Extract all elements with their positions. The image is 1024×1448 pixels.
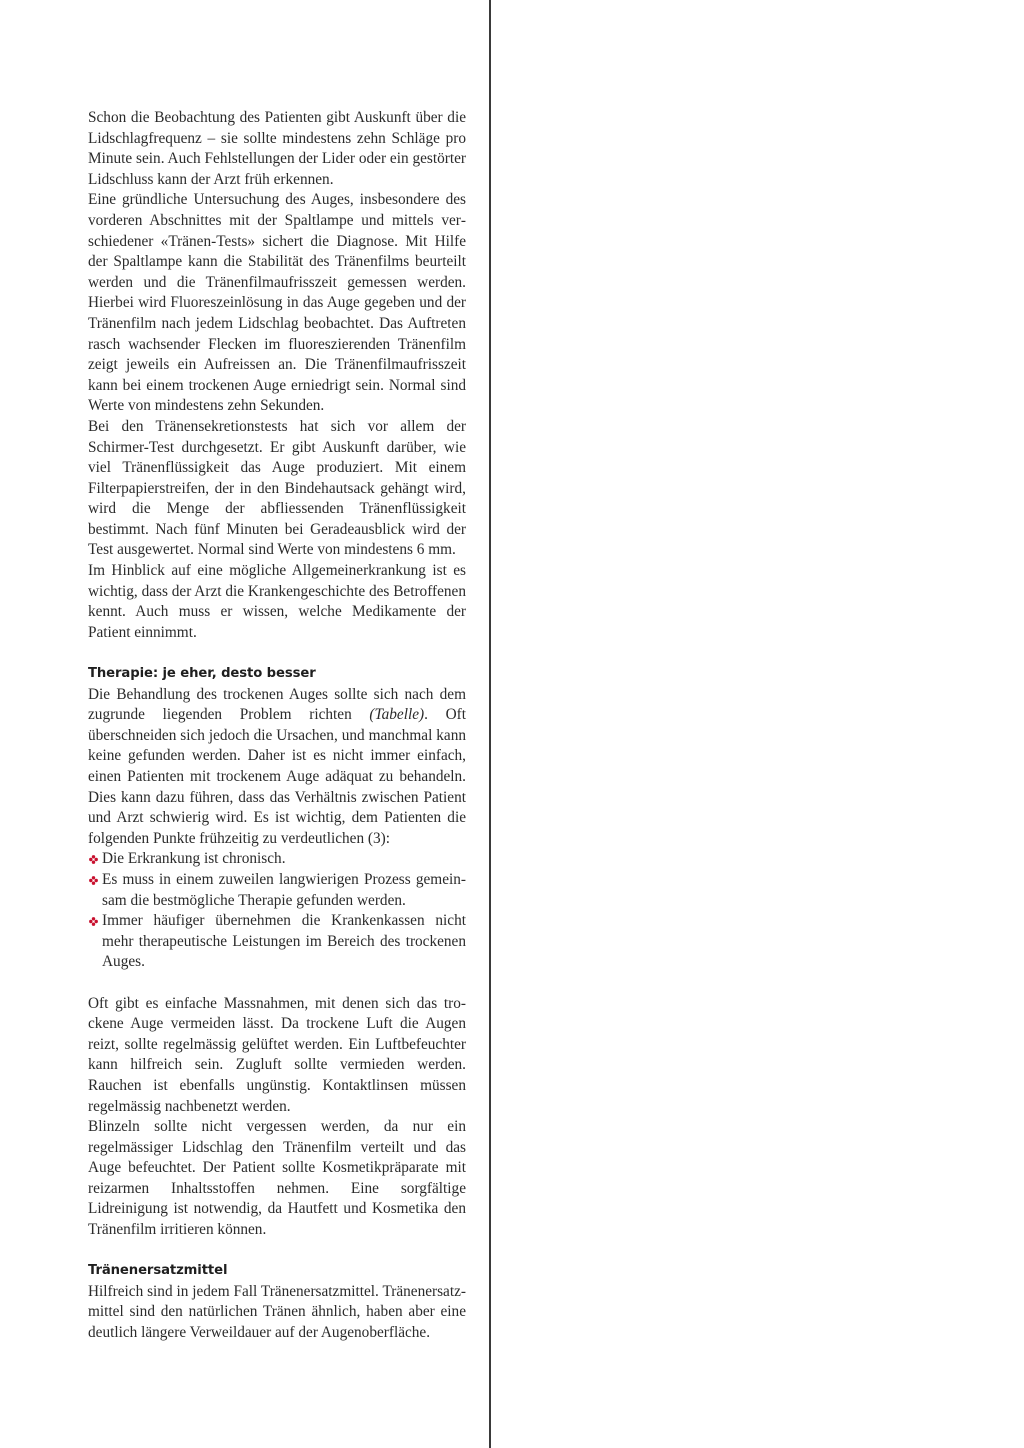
table-reference: (Tabelle) <box>369 706 425 724</box>
paragraph-examination: Eine gründliche Untersuchung des Auges, insbesondere des vorderen Abschnittes mit der Spaltlampe und mittels verschiedener «Tränen-Tests» sichert die Diagnose. Mit Hilfe der Spaltlampe kann die Stabilität des Tränenfilms beurteilt werden und die Tränenfilmaufrisszeit gemessen werden. Hierbei wird Fluoreszeinlösung in das Auge gegeben und der Tränenfilm nach jedem Lidschlag beobachtet. Das Auftreten rasch wachsender Flecken im fluoreszierenden Tränenfilm zeigt jeweils ein Aufreissen an. Die Tränenfilmaufrisszeit kann bei einem trockenen Auge erniedrigt sein. Normal sind Werte von mindestens zehn Sekunden. <box>88 191 466 415</box>
heading-tear-substitutes: Tränenersatzmittel <box>88 1263 228 1279</box>
paragraph-tear-substitutes: Hilfreich sind in jedem Fall Tränenersatzmittel. Tränenersatzmittel sind den natürlichen Tränen ähnlich, haben aber eine deutlich längere Verweildauer auf der Augenoberfläche. <box>88 1282 466 1342</box>
paragraph-therapy-intro <box>88 685 466 850</box>
heading-therapy: Therapie: je eher, desto besser <box>88 666 316 682</box>
bullet-text: Immer häufiger übernehmen die Krankenkassen nicht mehr therapeutische Leistungen im Bereich des trockenen Auges. <box>102 912 466 971</box>
column-divider <box>489 0 491 1448</box>
paragraph-schirmer-test: Bei den Tränensekretionstests hat sich vor allem der Schirmer-Test durchgesetzt. Er gibt Auskunft darüber, wie viel Tränenflüssigkeit das Auge produziert. Mit einem Filterpapierstreifen, der in den Bindehautsack gehängt wird, wird die Menge der abfliessenden Tränenflüssigkeit bestimmt. Nach fünf Minuten bei Geradeausblick wird der Test ausgewertet. Normal sind Werte von mindestens 6 mm. <box>88 417 466 559</box>
therapy-intro-text-a: Die Behandlung des trockenen Auges sollte sich nach dem zugrunde liegenden Problem richten <box>88 685 466 724</box>
red-flower-bullet-icon <box>88 849 98 870</box>
paragraph-prevention: Oft gibt es einfache Massnahmen, mit denen sich das trockene Auge vermeiden lässt. Da trockene Luft die Augen reizt, sollte regelmässig gelüftet werden. Ein Luftbefeuchter kann hilfreich sein. Zugluft sollte vermieden werden. Rauchen ist ebenfalls ungünstig. Kontaktlinsen müssen regelmässig nachbenetzt werden. <box>88 994 466 1115</box>
bullet-item <box>88 870 466 911</box>
red-flower-bullet-icon <box>88 911 98 932</box>
red-flower-bullet-icon <box>88 870 98 891</box>
bullet-item <box>88 849 466 870</box>
therapy-bullet-list <box>88 849 466 973</box>
paragraph-observation: Schon die Beobachtung des Patienten gibt Auskunft über die Lidschlagfrequenz – sie sollte mindestens zehn Schläge pro Minute sein. Auch Fehlstellungen der Lider oder ein gestörter Lidschluss kann der Arzt früh erkennen. <box>88 109 466 188</box>
bullet-text: Es muss in einem zuweilen langwierigen Prozess gemeinsam die bestmögliche Therapie gefunden werden. <box>102 870 466 909</box>
article-column <box>88 108 466 1344</box>
paragraph-blinking: Blinzeln sollte nicht vergessen werden, da nur ein regelmässiger Lidschlag den Tränenfilm verteilt und das Auge befeuchtet. Der Patient sollte Kosmetikpräparate mit reizarmen Inhaltsstoffen nehmen. Eine sorgfältige Lidreinigung ist notwendig, da Hautfett und Kosmetika den Tränenfilm irritieren können. <box>88 1118 466 1239</box>
paragraph-medical-history: Im Hinblick auf eine mögliche Allgemeinerkrankung ist es wichtig, dass der Arzt die Krankengeschichte des Betroffenen kennt. Auch muss er wissen, welche Medikamente der Patient einnimmt. <box>88 562 466 641</box>
bullet-text: Die Erkrankung ist chronisch. <box>102 850 286 868</box>
therapy-intro-text-b: . Oft überschneiden sich jedoch die Ursachen, und manchmal kann keine gefunden werden. Daher ist es nicht immer einfach, einen Patienten mit trockenem Auge adäquat zu behandeln. Dies kann dazu führen, dass das Verhältnis zwischen Patient und Arzt schwierig wird. Es ist wichtig, dem Patienten die folgenden Punkte frühzeitig zu verdeutlichen (3): <box>88 706 466 847</box>
bullet-item <box>88 911 466 973</box>
